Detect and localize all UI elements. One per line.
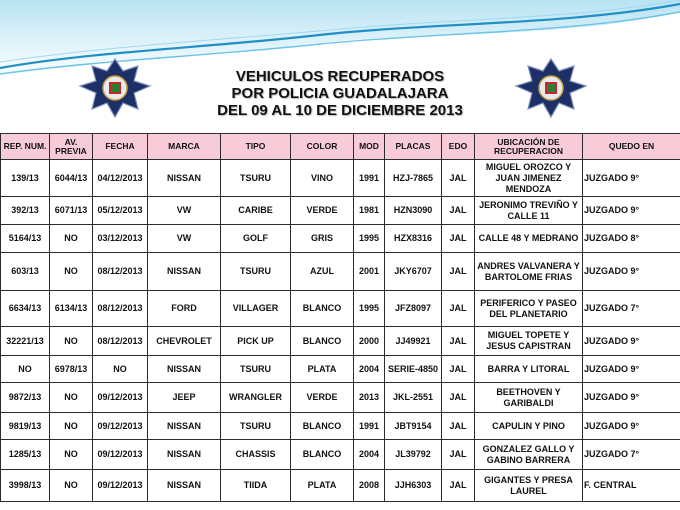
edo-cell: JAL xyxy=(442,356,475,383)
edo-cell: JAL xyxy=(442,440,475,470)
table-row xyxy=(1,470,680,502)
fecha-cell: 04/12/2013 xyxy=(93,160,148,197)
marca-cell: FORD xyxy=(148,291,221,327)
rep-num-cell: 139/13 xyxy=(1,160,50,197)
slide-header xyxy=(0,0,680,133)
tipo-cell: WRANGLER xyxy=(221,383,291,413)
placas-cell: JL39792 xyxy=(385,440,442,470)
rep-num-cell: 1285/13 xyxy=(1,440,50,470)
ubicacion-cell: GONZALEZ GALLO Y GABINO BARRERA xyxy=(475,440,583,470)
col-header-quedo-en: QUEDO EN xyxy=(583,134,680,160)
table-row xyxy=(1,356,680,383)
placas-cell: HZN3090 xyxy=(385,197,442,225)
ubicacion-cell: PERIFERICO Y PASEO DEL PLANETARIO xyxy=(475,291,583,327)
quedo-en-cell: JUZGADO 9° xyxy=(583,160,680,197)
fecha-cell: NO xyxy=(93,356,148,383)
rep-num-cell: 6634/13 xyxy=(1,291,50,327)
ubicacion-cell: BARRA Y LITORAL xyxy=(475,356,583,383)
av-previa-cell: NO xyxy=(50,253,93,291)
mod-cell: 1991 xyxy=(354,160,385,197)
edo-cell: JAL xyxy=(442,383,475,413)
av-previa-cell: NO xyxy=(50,225,93,253)
table-row xyxy=(1,291,680,327)
edo-cell: JAL xyxy=(442,160,475,197)
police-star-badge-icon xyxy=(508,57,594,119)
tipo-cell: PICK UP xyxy=(221,327,291,356)
placas-cell: HZX8316 xyxy=(385,225,442,253)
col-header-mod: MOD xyxy=(354,134,385,160)
placas-cell: JJ49921 xyxy=(385,327,442,356)
col-header-tipo: TIPO xyxy=(221,134,291,160)
mod-cell: 2013 xyxy=(354,383,385,413)
tipo-cell: TSURU xyxy=(221,356,291,383)
color-cell: PLATA xyxy=(291,356,354,383)
edo-cell: JAL xyxy=(442,413,475,440)
mod-cell: 2001 xyxy=(354,253,385,291)
table-row xyxy=(1,253,680,291)
ubicacion-cell: CALLE 48 Y MEDRANO xyxy=(475,225,583,253)
tipo-cell: CARIBE xyxy=(221,197,291,225)
av-previa-cell: NO xyxy=(50,383,93,413)
col-header-fecha: FECHA xyxy=(93,134,148,160)
placas-cell: HZJ-7865 xyxy=(385,160,442,197)
color-cell: VERDE xyxy=(291,197,354,225)
placas-cell: SERIE-4850 xyxy=(385,356,442,383)
mod-cell: 1995 xyxy=(354,225,385,253)
tipo-cell: GOLF xyxy=(221,225,291,253)
mod-cell: 1981 xyxy=(354,197,385,225)
fecha-cell: 09/12/2013 xyxy=(93,383,148,413)
marca-cell: VW xyxy=(148,225,221,253)
table-row xyxy=(1,197,680,225)
marca-cell: VW xyxy=(148,197,221,225)
tipo-cell: TSURU xyxy=(221,413,291,440)
col-header-placas: PLACAS xyxy=(385,134,442,160)
mod-cell: 2004 xyxy=(354,356,385,383)
title-line-1: VEHICULOS RECUPERADOS xyxy=(235,68,445,85)
color-cell: AZUL xyxy=(291,253,354,291)
color-cell: VINO xyxy=(291,160,354,197)
fecha-cell: 08/12/2013 xyxy=(93,253,148,291)
tipo-cell: VILLAGER xyxy=(221,291,291,327)
col-header-rep-num: REP. NUM. xyxy=(1,134,50,160)
col-header-marca: MARCA xyxy=(148,134,221,160)
ubicacion-cell: BEETHOVEN Y GARIBALDI xyxy=(475,383,583,413)
rep-num-cell: 5164/13 xyxy=(1,225,50,253)
ubicacion-cell: ANDRES VALVANERA Y BARTOLOME FRIAS xyxy=(475,253,583,291)
title-line-2: POR POLICIA GUADALAJARA xyxy=(231,85,449,102)
tipo-cell: TIIDA xyxy=(221,470,291,502)
ubicacion-cell: MIGUEL TOPETE Y JESUS CAPISTRAN xyxy=(475,327,583,356)
ubicacion-cell: MIGUEL OROZCO Y JUAN JIMENEZ MENDOZA xyxy=(475,160,583,197)
av-previa-cell: NO xyxy=(50,327,93,356)
marca-cell: NISSAN xyxy=(148,413,221,440)
page-title xyxy=(150,68,530,119)
marca-cell: NISSAN xyxy=(148,356,221,383)
quedo-en-cell: JUZGADO 9° xyxy=(583,327,680,356)
quedo-en-cell: JUZGADO 7° xyxy=(583,440,680,470)
tipo-cell: CHASSIS xyxy=(221,440,291,470)
av-previa-cell: 6134/13 xyxy=(50,291,93,327)
marca-cell: NISSAN xyxy=(148,160,221,197)
fecha-cell: 05/12/2013 xyxy=(93,197,148,225)
av-previa-cell: 6071/13 xyxy=(50,197,93,225)
rep-num-cell: 9872/13 xyxy=(1,383,50,413)
marca-cell: CHEVROLET xyxy=(148,327,221,356)
fecha-cell: 09/12/2013 xyxy=(93,470,148,502)
rep-num-cell: 392/13 xyxy=(1,197,50,225)
table-header-row xyxy=(1,134,680,160)
color-cell: BLANCO xyxy=(291,327,354,356)
mod-cell: 2008 xyxy=(354,470,385,502)
edo-cell: JAL xyxy=(442,327,475,356)
edo-cell: JAL xyxy=(442,291,475,327)
quedo-en-cell: JUZGADO 9° xyxy=(583,383,680,413)
placas-cell: JJH6303 xyxy=(385,470,442,502)
color-cell: BLANCO xyxy=(291,291,354,327)
edo-cell: JAL xyxy=(442,253,475,291)
table-row xyxy=(1,383,680,413)
av-previa-cell: NO xyxy=(50,413,93,440)
table-row xyxy=(1,440,680,470)
rep-num-cell: NO xyxy=(1,356,50,383)
fecha-cell: 03/12/2013 xyxy=(93,225,148,253)
ubicacion-cell: JERONIMO TREVIÑO Y CALLE 11 xyxy=(475,197,583,225)
table-row xyxy=(1,413,680,440)
edo-cell: JAL xyxy=(442,197,475,225)
color-cell: PLATA xyxy=(291,470,354,502)
color-cell: VERDE xyxy=(291,383,354,413)
av-previa-cell: NO xyxy=(50,470,93,502)
col-header-ubicacion: UBICACIÓN DE RECUPERACION xyxy=(475,134,583,160)
title-line-3: DEL 09 AL 10 DE DICIEMBRE 2013 xyxy=(217,102,463,119)
col-header-av-previa: AV. PREVIA xyxy=(50,134,93,160)
fecha-cell: 08/12/2013 xyxy=(93,291,148,327)
quedo-en-cell: JUZGADO 9° xyxy=(583,413,680,440)
edo-cell: JAL xyxy=(442,225,475,253)
quedo-en-cell: F. CENTRAL xyxy=(583,470,680,502)
quedo-en-cell: JUZGADO 8° xyxy=(583,225,680,253)
col-header-edo: EDO xyxy=(442,134,475,160)
marca-cell: JEEP xyxy=(148,383,221,413)
marca-cell: NISSAN xyxy=(148,440,221,470)
placas-cell: JFZ8097 xyxy=(385,291,442,327)
placas-cell: JKY6707 xyxy=(385,253,442,291)
placas-cell: JKL-2551 xyxy=(385,383,442,413)
police-star-badge-icon xyxy=(72,57,158,119)
table-row xyxy=(1,327,680,356)
marca-cell: NISSAN xyxy=(148,470,221,502)
rep-num-cell: 9819/13 xyxy=(1,413,50,440)
av-previa-cell: 6978/13 xyxy=(50,356,93,383)
marca-cell: NISSAN xyxy=(148,253,221,291)
table-body xyxy=(1,160,680,502)
col-header-color: COLOR xyxy=(291,134,354,160)
table-row xyxy=(1,225,680,253)
mod-cell: 1995 xyxy=(354,291,385,327)
color-cell: BLANCO xyxy=(291,413,354,440)
quedo-en-cell: JUZGADO 7° xyxy=(583,291,680,327)
fecha-cell: 09/12/2013 xyxy=(93,440,148,470)
av-previa-cell: 6044/13 xyxy=(50,160,93,197)
av-previa-cell: NO xyxy=(50,440,93,470)
rep-num-cell: 603/13 xyxy=(1,253,50,291)
tipo-cell: TSURU xyxy=(221,160,291,197)
color-cell: GRIS xyxy=(291,225,354,253)
color-cell: BLANCO xyxy=(291,440,354,470)
mod-cell: 2004 xyxy=(354,440,385,470)
edo-cell: JAL xyxy=(442,470,475,502)
rep-num-cell: 32221/13 xyxy=(1,327,50,356)
recovered-vehicles-table xyxy=(0,133,680,502)
quedo-en-cell: JUZGADO 9° xyxy=(583,356,680,383)
fecha-cell: 09/12/2013 xyxy=(93,413,148,440)
tipo-cell: TSURU xyxy=(221,253,291,291)
quedo-en-cell: JUZGADO 9° xyxy=(583,197,680,225)
ubicacion-cell: GIGANTES Y PRESA LAUREL xyxy=(475,470,583,502)
rep-num-cell: 3998/13 xyxy=(1,470,50,502)
ubicacion-cell: CAPULIN Y PINO xyxy=(475,413,583,440)
mod-cell: 2000 xyxy=(354,327,385,356)
table-row xyxy=(1,160,680,197)
placas-cell: JBT9154 xyxy=(385,413,442,440)
fecha-cell: 08/12/2013 xyxy=(93,327,148,356)
mod-cell: 1991 xyxy=(354,413,385,440)
quedo-en-cell: JUZGADO 9° xyxy=(583,253,680,291)
